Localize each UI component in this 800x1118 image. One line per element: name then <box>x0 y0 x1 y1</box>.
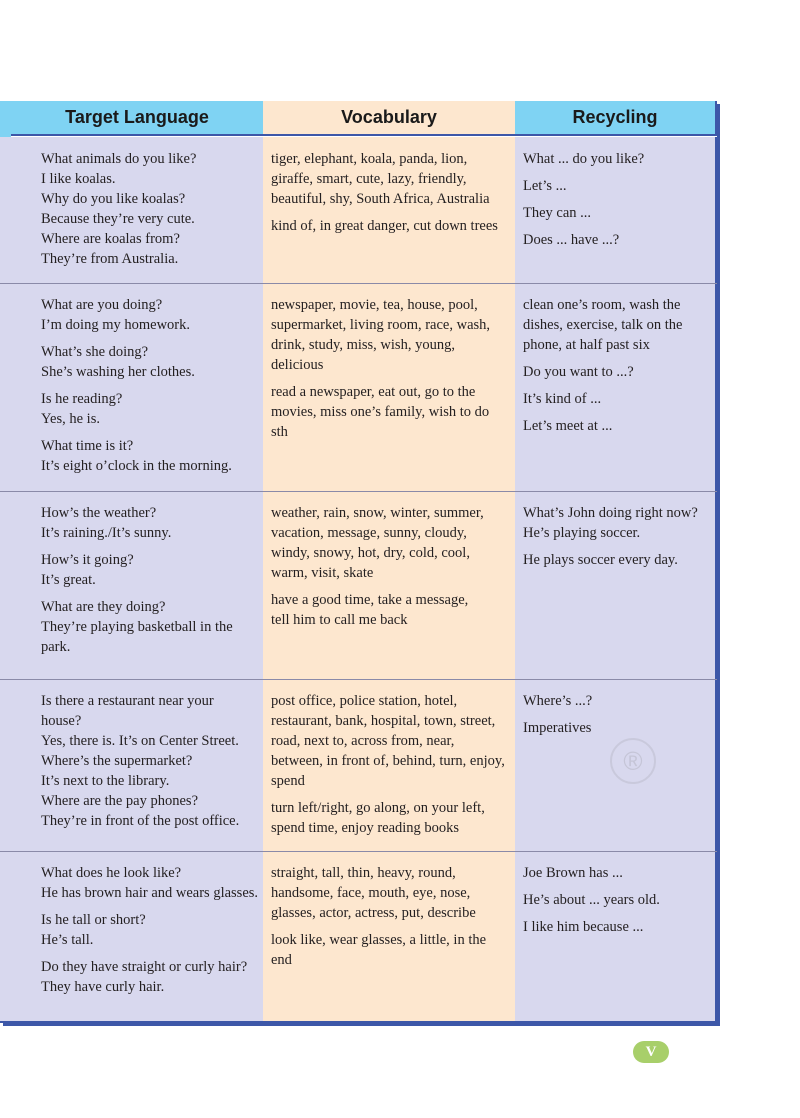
recycling-item: What’s John doing right now? He’s playing soccer. <box>523 505 698 541</box>
target-language-cell <box>11 283 263 491</box>
text-line: What are you doing? <box>41 297 163 313</box>
text-line: It’s next to the library. <box>41 773 170 789</box>
text-line: I’m doing my homework. <box>41 317 191 333</box>
recycling-item: clean one’s room, wash the dishes, exercise, talk on the phone, at half past six <box>523 297 683 353</box>
recycling-item: It’s kind of ... <box>523 391 602 407</box>
text-line: Where are the pay phones? <box>41 793 199 809</box>
text-line: They’re from Australia. <box>41 251 179 267</box>
registered-watermark: ® <box>610 738 656 784</box>
recycling-cell <box>515 283 717 491</box>
row-divider <box>0 851 717 852</box>
recycling-cell <box>515 851 717 1021</box>
text-line: Why do you like koalas? <box>41 191 186 207</box>
text-line: They have curly hair. <box>41 979 165 995</box>
recycling-item: Let’s meet at ... <box>523 418 613 434</box>
text-line: Where are koalas from? <box>41 231 180 247</box>
text-line: Do they have straight or curly hair? <box>41 959 248 975</box>
vocabulary-phrases: kind of, in great danger, cut down trees <box>271 218 498 234</box>
vocabulary-cell <box>263 679 515 851</box>
recycling-item: I like him because ... <box>523 919 644 935</box>
target-language-cell <box>11 679 263 851</box>
vocabulary-words: straight, tall, thin, heavy, round, handsome, face, mouth, eye, nose, glasses, actor, actress, put, describe <box>271 865 476 921</box>
row-divider <box>0 491 717 492</box>
recycling-item: Joe Brown has ... <box>523 865 623 881</box>
recycling-item: He’s about ... years old. <box>523 892 660 908</box>
recycling-item: Let’s ... <box>523 178 567 194</box>
recycling-cell <box>515 491 717 679</box>
target-language-cell <box>11 851 263 1021</box>
text-line: Because they’re very cute. <box>41 211 195 227</box>
text-line: It’s raining./It’s sunny. <box>41 525 172 541</box>
table-row <box>0 851 717 1021</box>
target-language-cell <box>11 491 263 679</box>
text-line: It’s great. <box>41 572 96 588</box>
table-row <box>0 491 717 679</box>
table-row <box>0 283 717 491</box>
recycling-item: Does ... have ...? <box>523 232 620 248</box>
text-line: How’s it going? <box>41 552 134 568</box>
vocabulary-phrases: have a good time, take a message, tell him to call me back <box>271 592 469 628</box>
vocabulary-phrases: turn left/right, go along, on your left, spend time, enjoy reading books <box>271 800 485 836</box>
header-recycling: Recycling <box>515 101 717 136</box>
vocabulary-words: newspaper, movie, tea, house, pool, supermarket, living room, race, wash, drink, study, miss, wish, young, delicious <box>271 297 491 373</box>
page-number-badge: V <box>633 1041 669 1063</box>
vocabulary-words: tiger, elephant, koala, panda, lion, giraffe, smart, cute, lazy, friendly, beautiful, shy, South Africa, Australia <box>271 151 490 207</box>
recycling-item: They can ... <box>523 205 592 221</box>
text-line: What time is it? <box>41 438 134 454</box>
text-line: What animals do you like? <box>41 151 197 167</box>
table-row <box>0 137 717 283</box>
text-line: Is he tall or short? <box>41 912 146 928</box>
recycling-item: He plays soccer every day. <box>523 552 678 568</box>
vocabulary-words: post office, police station, hotel, restaurant, bank, hospital, town, street, road, next to, across from, near, between, in front of, behind, turn, enjoy, spend <box>271 693 505 789</box>
recycling-item: Imperatives <box>523 720 592 736</box>
vocabulary-cell <box>263 137 515 283</box>
text-line: It’s eight o’clock in the morning. <box>41 458 232 474</box>
text-line: Yes, he is. <box>41 411 100 427</box>
text-line: What’s she doing? <box>41 344 149 360</box>
text-line: I like koalas. <box>41 171 116 187</box>
row-divider <box>0 679 717 680</box>
vocabulary-cell <box>263 851 515 1021</box>
text-line: Where’s the supermarket? <box>41 753 193 769</box>
text-line: What does he look like? <box>41 865 182 881</box>
text-line: Is there a restaurant near your house? <box>41 693 214 729</box>
row-divider <box>0 283 717 284</box>
vocabulary-words: weather, rain, snow, winter, summer, vacation, message, sunny, cloudy, windy, snowy, hot, dry, cold, cool, warm, visit, skate <box>271 505 484 581</box>
header-vocabulary: Vocabulary <box>263 101 515 136</box>
vocabulary-phrases: read a newspaper, eat out, go to the movies, miss one’s family, wish to do sth <box>271 384 490 440</box>
text-line: She’s washing her clothes. <box>41 364 195 380</box>
text-line: How’s the weather? <box>41 505 157 521</box>
text-line: He’s tall. <box>41 932 94 948</box>
header-target-language: Target Language <box>11 101 263 136</box>
recycling-cell <box>515 137 717 283</box>
left-edge-header <box>0 101 11 137</box>
recycling-item: Do you want to ...? <box>523 364 634 380</box>
text-line: They’re in front of the post office. <box>41 813 240 829</box>
text-line: He has brown hair and wears glasses. <box>41 885 259 901</box>
target-language-cell <box>11 137 263 283</box>
recycling-item: Where’s ...? <box>523 693 593 709</box>
syllabus-table <box>0 101 717 1023</box>
text-line: What are they doing? <box>41 599 166 615</box>
recycling-item: What ... do you like? <box>523 151 645 167</box>
vocabulary-cell <box>263 283 515 491</box>
text-line: Yes, there is. It’s on Center Street. <box>41 733 239 749</box>
vocabulary-phrases: look like, wear glasses, a little, in the end <box>271 932 487 968</box>
text-line: They’re playing basketball in the park. <box>41 619 233 655</box>
text-line: Is he reading? <box>41 391 123 407</box>
vocabulary-cell <box>263 491 515 679</box>
